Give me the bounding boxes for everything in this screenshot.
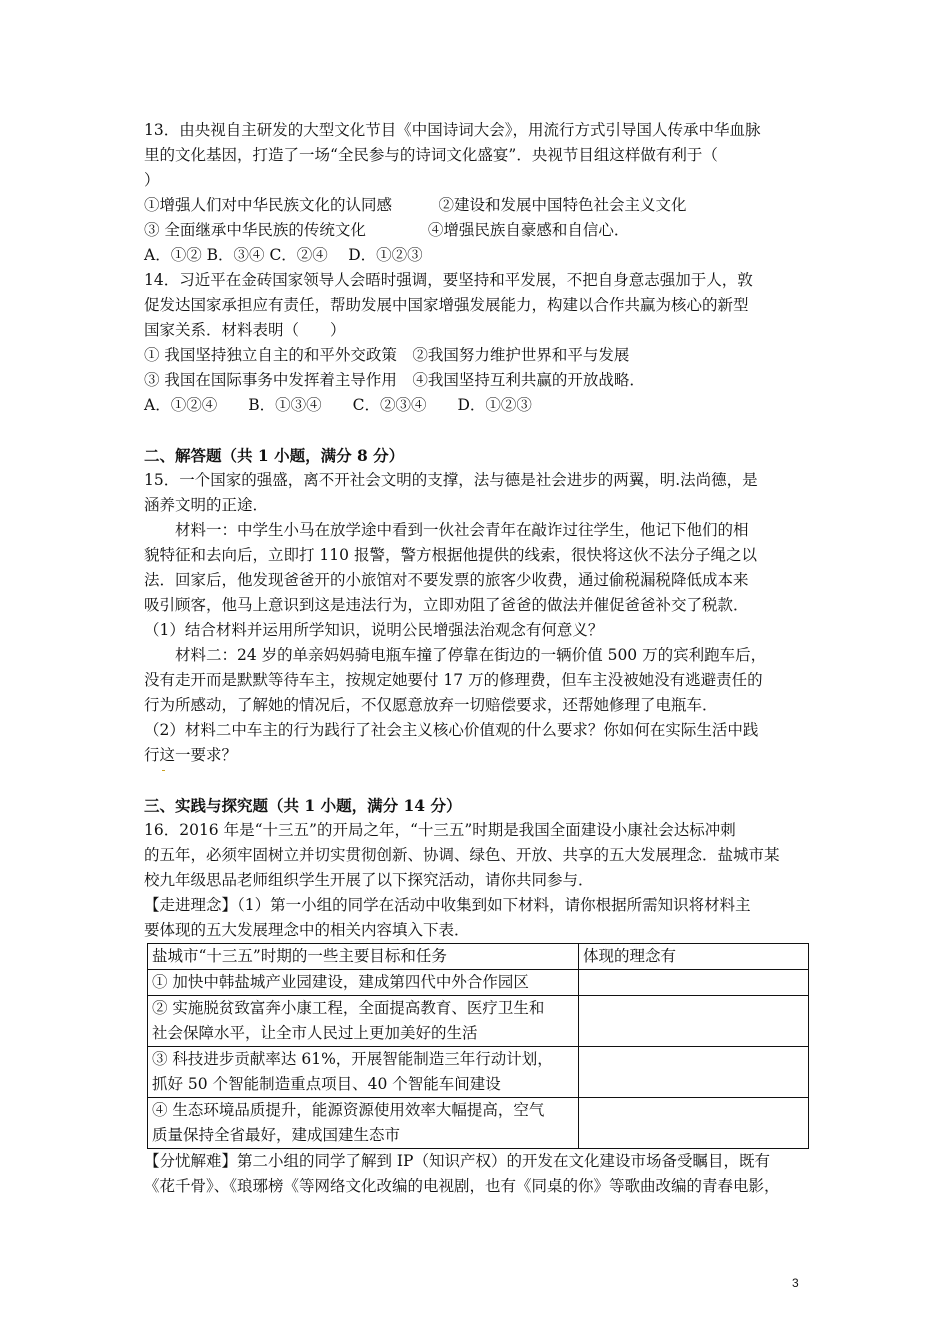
answer-cell[interactable] (579, 996, 809, 1047)
q16-line: 16．2016 年是“十三五”的开局之年，“十三五”时期是我国全面建设小康社会达标冲刺 (144, 821, 736, 839)
q16-line: 【分忧解难】第二小组的同学了解到 IP（知识产权）的开发在文化建设市场备受瞩目，既有 (144, 1152, 770, 1170)
table-header-cell: 体现的理念有 (579, 944, 809, 970)
q14-option: ③ 我国在国际事务中发挥着主导作用 ④我国坚持互利共赢的开放战略． (144, 371, 645, 389)
answer-cell[interactable] (579, 970, 809, 996)
sub-question-2: （2）材料二中车主的行为践行了社会主义核心价值观的什么要求？你如何在实际生活中践 (144, 721, 759, 739)
section-heading: 三、实践与探究题（共 1 小题，满分 14 分） (144, 796, 462, 815)
answer-cell[interactable] (579, 1098, 809, 1149)
spacer (144, 768, 812, 793)
table-header-row (148, 944, 809, 970)
document-page (144, 118, 812, 1199)
section-2 (144, 443, 812, 768)
answer-cell[interactable] (579, 1047, 809, 1098)
q13-answers: A．①② B．③④ C．②④ D．①②③ (144, 246, 423, 264)
q13-line: 里的文化基因，打造了一场“全民参与的诗词文化盛宴”．央视节目组这样做有利于（ (144, 146, 718, 164)
section-3 (144, 793, 812, 1199)
q14-answers: A．①②④ B．①③④ C．②③④ D．①②③ (144, 396, 532, 414)
material-one-line: 貌特征和去向后，立即打 110 报警，警方根据他提供的线索，很快将这伙不法分子绳之以 (144, 546, 757, 564)
table-row (148, 1047, 809, 1098)
material-two-line: 材料二：24 岁的单亲妈妈骑电瓶车撞了停靠在街边的一辆价值 500 万的宾利跑车后， (175, 646, 767, 664)
q14-line: 促发达国家承担应有责任，帮助发展中国家增强发展能力，构建以合作共赢为核心的新型 (144, 296, 749, 314)
material-two-line: 行为所感动，了解她的情况后，不仅愿意放弃一切赔偿要求，还帮她修理了电瓶车． (144, 696, 718, 714)
q14-line: 国家关系．材料表明（ ） (144, 321, 346, 339)
cell-line: 质量保持全省最好，建成国建生态市 (152, 1126, 401, 1144)
cell-line: 社会保障水平，让全市人民过上更加美好的生活 (152, 1024, 478, 1042)
cell-line: ② 实施脱贫致富奔小康工程，全面提高教育、医疗卫生和 (152, 999, 545, 1017)
material-one-line: 材料一：中学生小马在放学途中看到一伙社会青年在敲诈过往学生，他记下他们的相 (175, 521, 749, 539)
q13-line: ） (144, 171, 160, 189)
q15-line: 涵养文明的正途． (144, 496, 269, 514)
cell-line: ① 加快中韩盐城产业园建设，建成第四代中外合作园区 (152, 973, 529, 991)
table-header-cell: 盐城市“十三五”时期的一些主要目标和任务 (148, 944, 579, 970)
table-cell (148, 1047, 579, 1098)
question-14 (144, 268, 812, 418)
q16-line: 《花千骨》、《琅琊榜《等网络文化改编的电视剧，也有《同桌的你》等歌曲改编的青春电影， (144, 1177, 780, 1195)
table-cell (148, 996, 579, 1047)
cell-line: 抓好 50 个智能制造重点项目、40 个智能车间建设 (152, 1075, 501, 1093)
q16-line: 校九年级思品老师组织学生开展了以下探究活动，请你共同参与． (144, 871, 594, 889)
question-13 (144, 118, 812, 268)
q13-option: ①增强人们对中华民族文化的认同感 ②建设和发展中国特色社会主义文化 (144, 196, 687, 214)
table-row (148, 970, 809, 996)
section-heading: 二、解答题（共 1 小题，满分 8 分） (144, 446, 405, 465)
material-one-line: 法．回家后，他发现爸爸开的小旅馆对不要发票的旅客少收费，通过偷税漏税降低成本来 (144, 571, 749, 589)
sub-question-2: 行这一要求？ (144, 746, 238, 764)
spacer (144, 418, 812, 443)
cell-line: ④ 生态环境品质提升，能源资源使用效率大幅提高，空气 (152, 1101, 545, 1119)
page-number: 3 (792, 1276, 799, 1290)
material-one-line: 吸引顾客，他马上意识到这是违法行为，立即劝阻了爸爸的做法并催促爸爸补交了税款． (144, 596, 749, 614)
table-cell (148, 970, 579, 996)
table-row (148, 996, 809, 1047)
table-row (148, 1098, 809, 1149)
q13-option: ③ 全面继承中华民族的传统文化 ④增强民族自豪感和自信心． (144, 221, 630, 239)
concept-table (147, 943, 809, 1149)
q15-line: 15．一个国家的强盛，离不开社会文明的支撑，法与德是社会进步的两翼，明.法尚德，是 (144, 471, 758, 489)
stray-mark (162, 770, 165, 771)
q16-line: 的五年，必须牢固树立并切实贯彻创新、协调、绿色、开放、共享的五大发展理念．盐城市某 (144, 846, 780, 864)
q16-line: 【走进理念】（1）第一小组的同学在活动中收集到如下材料，请你根据所需知识将材料主 (144, 896, 751, 914)
q14-line: 14．习近平在金砖国家领导人会晤时强调，要坚持和平发展，不把自身意志强加于人，敦 (144, 271, 753, 289)
q13-line: 13．由央视自主研发的大型文化节目《中国诗词大会》，用流行方式引导国人传承中华血脉 (144, 121, 761, 139)
table-cell (148, 1098, 579, 1149)
material-two-line: 没有走开而是默默等待车主，按规定她要付 17 万的修理费，但车主没被她没有逃避责任的 (144, 671, 763, 689)
cell-line: ③ 科技进步贡献率达 61%，开展智能制造三年行动计划， (152, 1050, 553, 1068)
sub-question-1: （1）结合材料并运用所学知识，说明公民增强法治观念有何意义？ (144, 621, 604, 639)
q16-line: 要体现的五大发展理念中的相关内容填入下表． (144, 921, 470, 939)
q14-option: ① 我国坚持独立自主的和平外交政策 ②我国努力维护世界和平与发展 (144, 346, 630, 364)
